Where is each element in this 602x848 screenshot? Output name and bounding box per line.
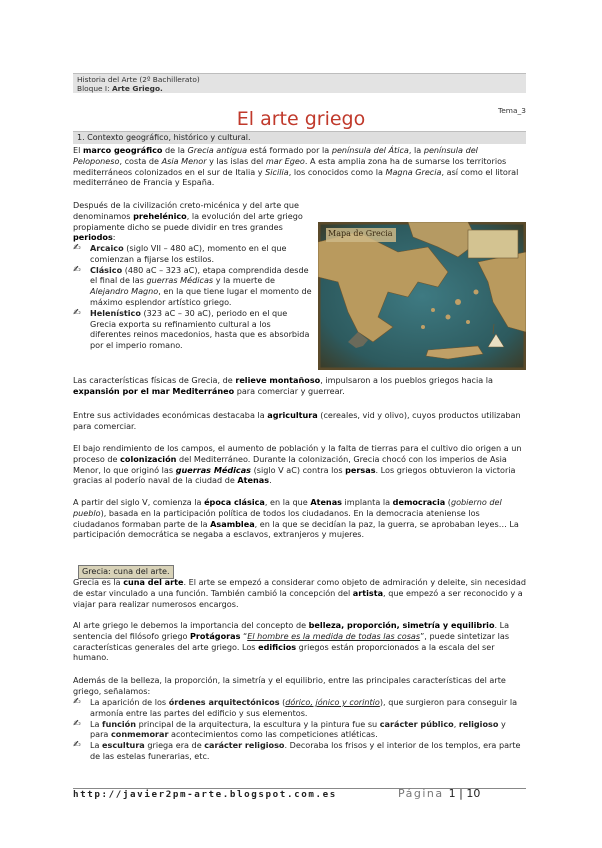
paragraph-beauty-proportion: Al arte griego le debemos la importancia del concepto de belleza, proporción, simetría y equilibrio. La sentencia del filósofo griego Protágoras “El hombre es la medida de todas las cosas”, puede sintetizar las características generales del arte griego. Los edificios griegos están proporcionados a la escala del ser humano.: [73, 620, 510, 663]
subsection-heading: Grecia: cuna del arte.: [78, 565, 174, 579]
header-block: Bloque I: Arte Griego.: [77, 84, 163, 93]
page-number: Página 1 | 10: [398, 787, 481, 800]
characteristics-list: [73, 697, 526, 762]
paragraph-cradle-of-art: Grecia es la cuna del arte. El arte se empezó a considerar como objeto de admiración y deleite, sin necesidad de estar vinculado a una función. También cambió la concepción del artista, que empezó a ser reconocido y a viajar para realizar numerosos encargos.: [73, 577, 526, 609]
paragraph-geography: El marco geográfico de la Grecia antigua está formado por la península del Ática, la península del Peloponeso, costa de Asia Menor y las islas del mar Egeo. A esta amplia zona ha de sumarse los territorios mediterráneos colonizados en el sur de Italia y Sicilia, los conocidos como la Magna Grecia, así como el litoral mediterráneo de Francia y España.: [73, 145, 519, 188]
document-header: [73, 73, 526, 93]
paragraph-characteristics-intro: Además de la belleza, la proporción, la simetría y el equilibrio, entre las principales características del arte griego, señalamos:: [73, 675, 506, 696]
section-heading: 1. Contexto geográfico, histórico y cultural.: [73, 132, 526, 144]
pen-bullet-icon: ✍: [73, 697, 81, 707]
list-item: ✍ La aparición de los órdenes arquitectónicos (dórico, jónico y corintio), que surgieron para conseguir la armonía entre las partes del edificio y sus elementos.: [73, 697, 518, 718]
greece-map-image: [318, 222, 526, 370]
paragraph-colonization: El bajo rendimiento de los campos, el aumento de población y la falta de tierras para el cultivo dio origen a un proceso de colonización del Mediterráneo. Durante la colonización, Grecia chocó con los imperios de Asia Menor, lo que originó las guerras Médicas (siglo V aC) contra los persas. Los griegos obtuvieron la victoria gracias al poderío naval de la ciudad de Atenas.: [73, 443, 522, 486]
list-item: ✍ Clásico (480 aC – 323 aC), etapa comprendida desde el final de las guerras Médicas y la muerte de Alejandro Magno, en la que tiene lugar el momento de máximo esplendor artístico griego.: [73, 264, 312, 307]
paragraph-relief: Las características físicas de Grecia, de relieve montañoso, impulsaron a los pueblos griegos hacia la expansión por el mar Mediterráneo para comerciar y guerrear.: [73, 375, 493, 396]
topic-number: Tema_3: [498, 106, 526, 115]
pen-bullet-icon: ✍: [73, 718, 81, 729]
header-course: Historia del Arte (2º Bachillerato): [77, 75, 200, 84]
pen-bullet-icon: ✍: [73, 740, 81, 751]
list-item: ✍ Arcaico (siglo VII – 480 aC), momento en el que comienzan a fijarse los estilos.: [73, 243, 287, 264]
pen-bullet-icon: ✍: [73, 243, 81, 253]
pen-bullet-icon: ✍: [73, 307, 81, 318]
pen-bullet-icon: ✍: [73, 264, 81, 275]
periods-list: [73, 243, 313, 351]
list-item: ✍ Helenístico (323 aC – 30 aC), periodo en el que Grecia exporta su refinamiento cultural a los diferentes reinos macedonios, hasta que es absorbida por el imperio romano.: [73, 307, 310, 351]
list-item: ✍ La función principal de la arquitectura, la escultura y la pintura fue su carácter público, religioso y para conmemorar acontecimientos como las competiciones atléticas.: [73, 718, 506, 740]
map-title: Mapa de Grecia: [328, 229, 393, 238]
paragraph-economy: Entre sus actividades económicas destacaba la agricultura (cereales, vid y olivo), cuyos productos utilizaban para comerciar.: [73, 410, 521, 431]
blog-url-link[interactable]: http://javier2pm-arte.blogspot.com.es: [73, 789, 337, 800]
paragraph-democracy: A partir del siglo V, comienza la época clásica, en la que Atenas implanta la democracia (gobierno del pueblo), basada en la participación política de todos los ciudadanos. En la democracia ateniense los ciudadanos formaban parte de la Asamblea, en la que se decidían la paz, la guerra, se aprobaban leyes… La participación democrática se negaba a esclavos, extranjeros y mujeres.: [73, 497, 519, 540]
paragraph-periods-intro: Después de la civilización creto-micénica y del arte que denominamos prehelénico, la evolución del arte griego propiamente dicho se puede dividir en tres grandes periodos:: [73, 200, 303, 243]
map-illustration: [318, 222, 526, 370]
list-item: ✍ La escultura griega era de carácter religioso. Decoraba los frisos y el interior de los templos, era parte de las estelas funerarias, etc.: [73, 740, 521, 761]
page-title: El arte griego: [236, 108, 366, 130]
